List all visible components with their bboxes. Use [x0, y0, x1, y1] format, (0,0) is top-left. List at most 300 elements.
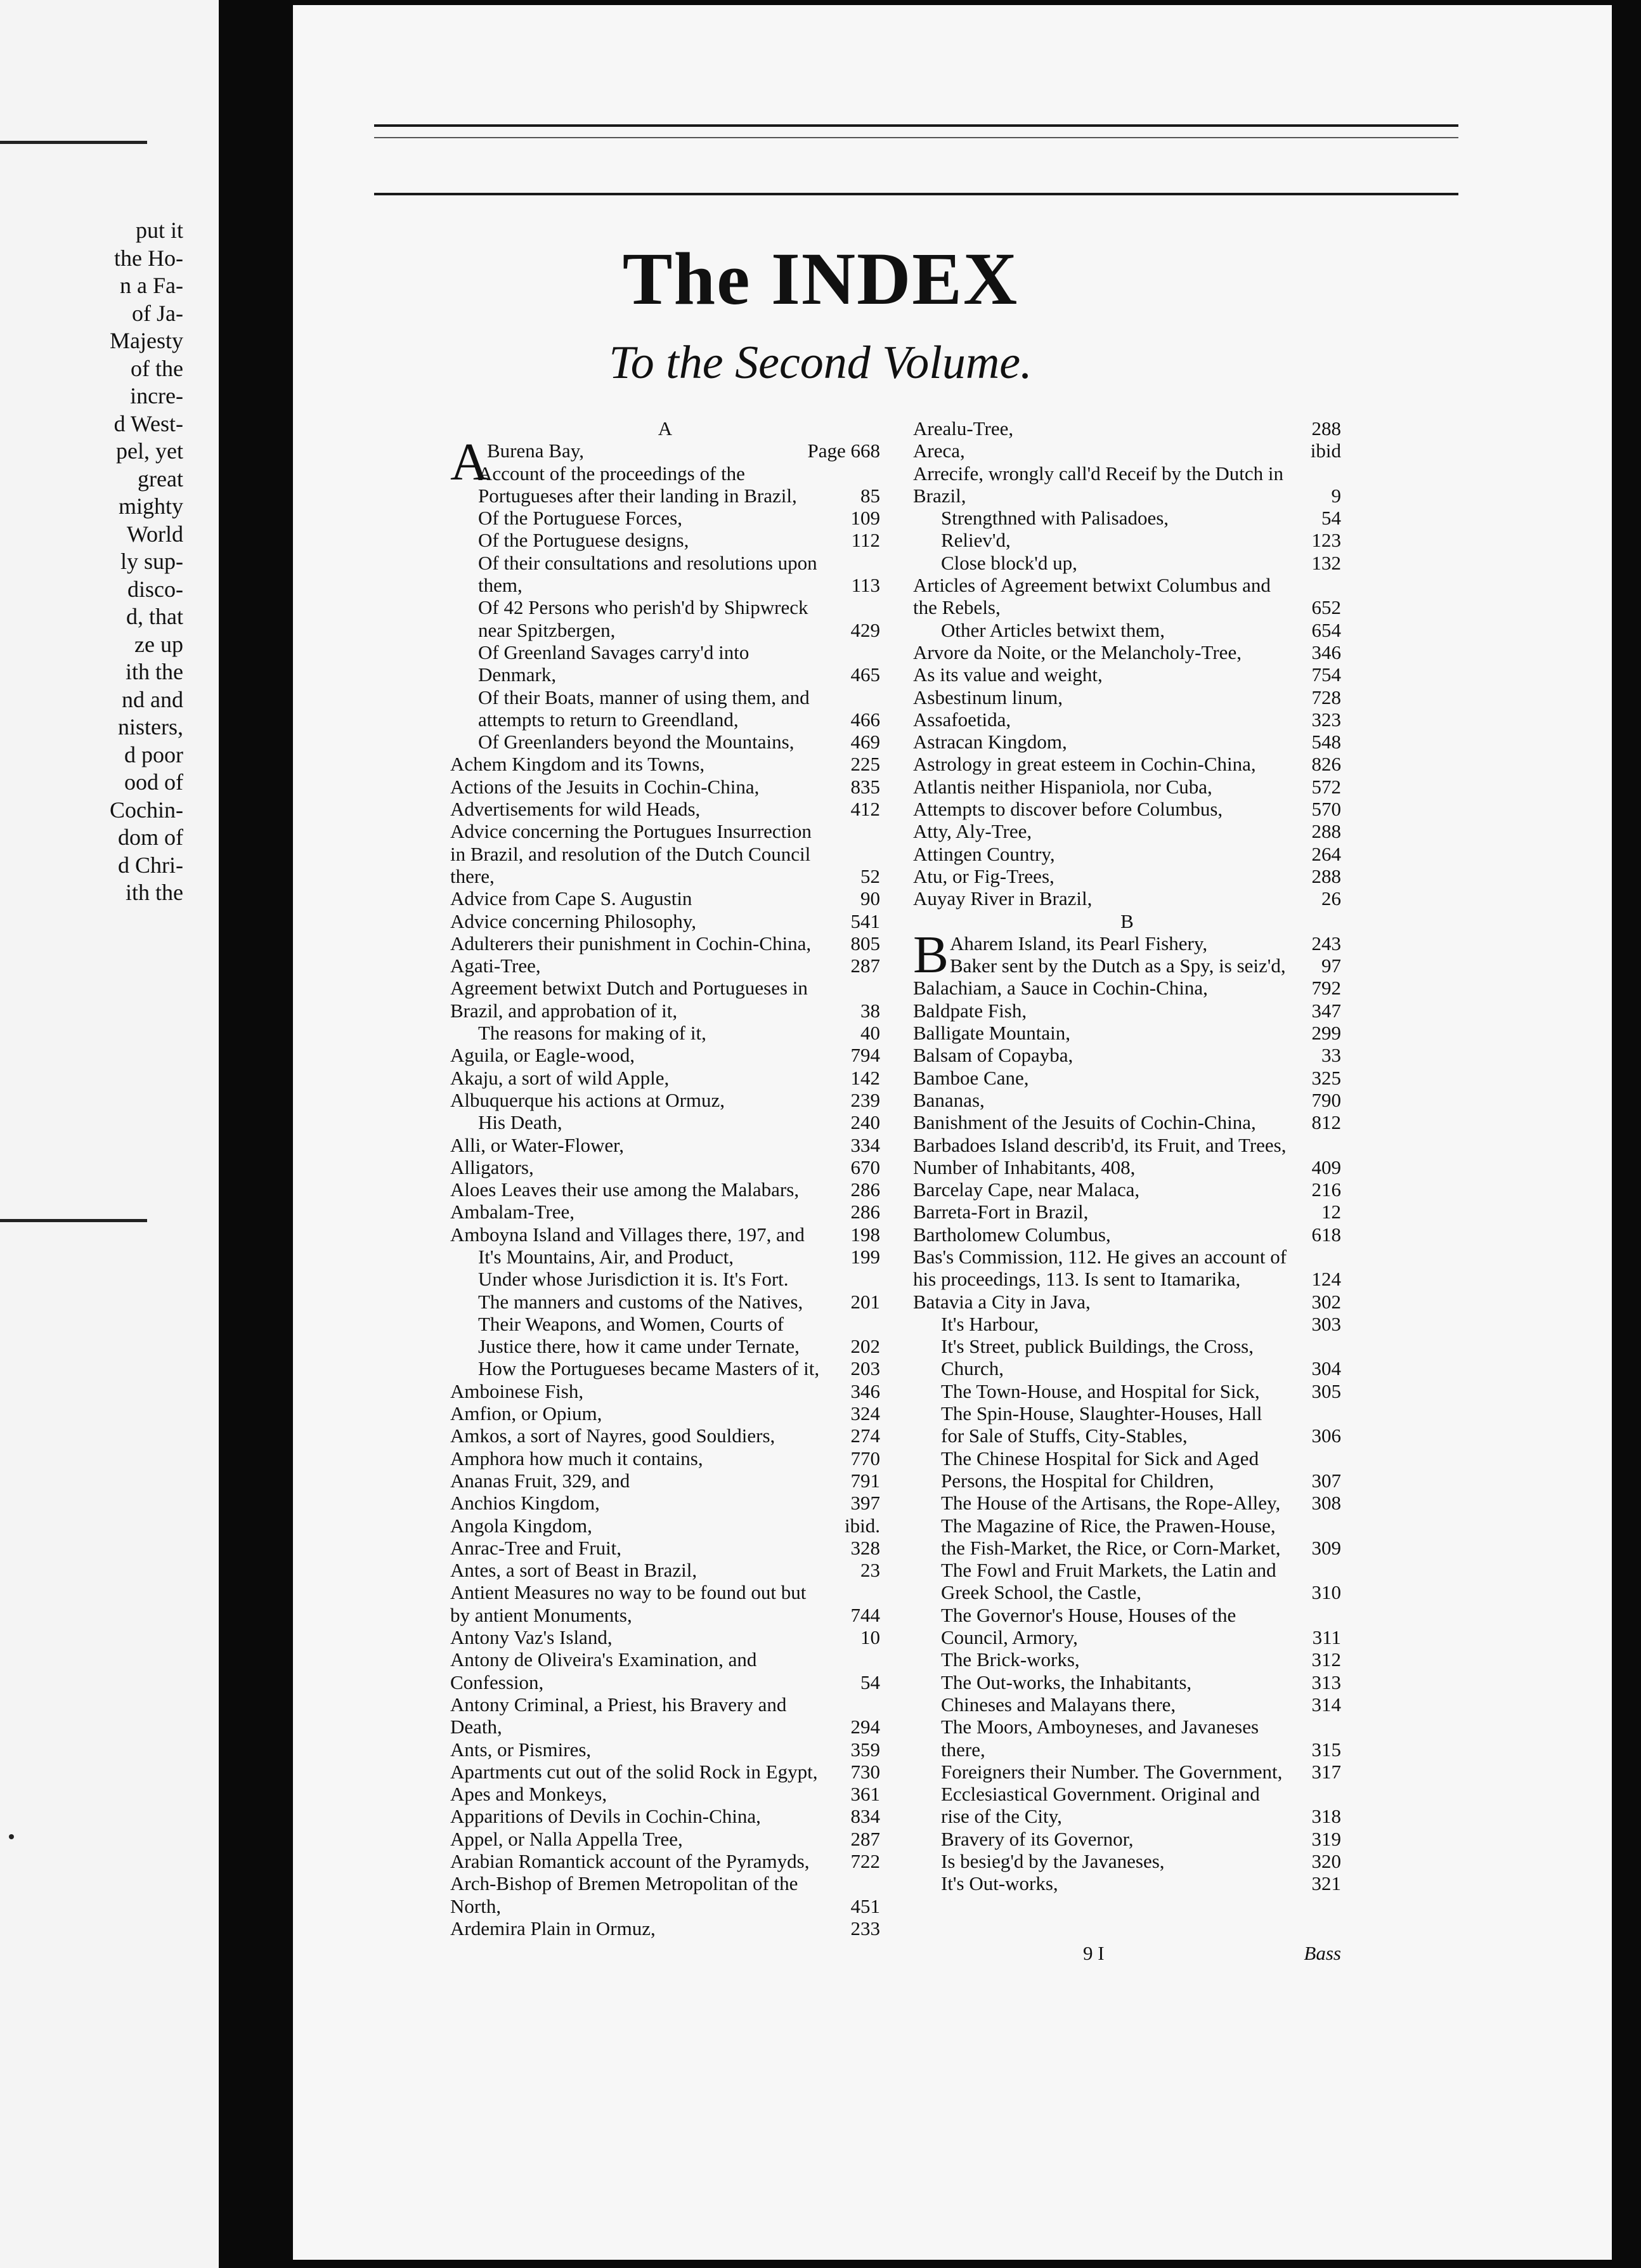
- entry-text: Of the Portuguese designs,: [478, 529, 689, 552]
- entry-text: Bravery of its Governor,: [941, 1827, 1134, 1850]
- entry-text: Advice concerning the Portugues Insurrection in Brazil, and resolution of the Dutch Council there,: [450, 820, 812, 887]
- index-entry: [450, 1738, 880, 1761]
- entry-page-number: 307: [1311, 1469, 1341, 1492]
- entry-page-number: 240: [850, 1111, 880, 1134]
- entry-page-number: 315: [1311, 1738, 1341, 1761]
- entry-text: Is besieg'd by the Javaneses,: [941, 1850, 1165, 1872]
- facing-page-line: ith the: [126, 880, 183, 905]
- drop-cap: B: [913, 925, 949, 984]
- entry-page-number: 203: [850, 1357, 880, 1380]
- facing-page-line: Cochin-: [110, 797, 183, 823]
- index-entry: [450, 776, 880, 798]
- entry-page-number: 310: [1311, 1581, 1341, 1604]
- entry-text: Chineses and Malayans there,: [941, 1693, 1176, 1716]
- entry-text: Of their consultations and resolutions upon them,: [478, 551, 817, 597]
- index-entry: [913, 708, 1341, 731]
- index-entry: [450, 1424, 880, 1447]
- entry-text: Bananas,: [913, 1088, 985, 1111]
- entry-text: Reliev'd,: [941, 529, 1011, 552]
- entry-page-number: 409: [1311, 1156, 1341, 1178]
- entry-page-number: 23: [860, 1559, 880, 1582]
- entry-page-number: 324: [850, 1402, 880, 1425]
- entry-text: Areca,: [913, 440, 965, 462]
- index-entry: [913, 1492, 1341, 1514]
- entry-text: Apartments cut out of the solid Rock in Egypt,: [450, 1760, 818, 1783]
- entry-page-number: 199: [850, 1245, 880, 1268]
- entry-text: Achem Kingdom and its Towns,: [450, 753, 705, 776]
- entry-text: Advertisements for wild Heads,: [450, 798, 701, 821]
- entry-page-number: 90: [860, 887, 880, 910]
- entry-page-number: 10: [860, 1626, 880, 1649]
- entry-text: The Fowl and Fruit Markets, the Latin and Greek School, the Castle,: [941, 1559, 1276, 1604]
- entry-text: Banishment of the Jesuits of Cochin-China,: [913, 1111, 1256, 1134]
- index-entry: [450, 641, 880, 686]
- entry-text: Balsam of Copayba,: [913, 1044, 1073, 1067]
- entry-text: Amboyna Island and Villages there, 197, and: [450, 1223, 805, 1246]
- entry-page-number: 318: [1311, 1805, 1341, 1828]
- entry-page-number: 201: [850, 1290, 880, 1313]
- index-entry: [450, 932, 880, 955]
- facing-page-line: dom of: [118, 824, 183, 850]
- entry-page-number: 302: [1311, 1290, 1341, 1313]
- entry-text: Of their Boats, manner of using them, and attempts to return to Greendland,: [478, 686, 810, 731]
- entry-text: Ants, or Pismires,: [450, 1738, 592, 1761]
- entry-page-number: 313: [1311, 1671, 1341, 1693]
- entry-text: Barcelay Cape, near Malaca,: [913, 1178, 1140, 1201]
- entry-text: Balachiam, a Sauce in Cochin-China,: [913, 977, 1208, 1000]
- index-entry: [450, 1648, 880, 1693]
- index-entry: [913, 753, 1341, 775]
- facing-page-line: mighty: [118, 493, 183, 519]
- index-entry: [450, 910, 880, 932]
- entry-text: Batavia a City in Java,: [913, 1290, 1091, 1313]
- entry-text: Amfion, or Opium,: [450, 1402, 602, 1425]
- entry-text: The Brick-works,: [941, 1648, 1080, 1671]
- entry-text: The Governor's House, Houses of the Council, Armory,: [941, 1603, 1236, 1649]
- index-entry: [450, 1402, 880, 1424]
- entry-text: Apes and Monkeys,: [450, 1783, 607, 1806]
- entry-page-number: 303: [1311, 1312, 1341, 1335]
- entry-text: The manners and customs of the Natives,: [478, 1290, 803, 1313]
- entry-page-number: 334: [850, 1133, 880, 1156]
- index-entry: [913, 1671, 1341, 1693]
- index-entry: [450, 1313, 880, 1358]
- entry-page-number: 288: [1311, 417, 1341, 440]
- facing-page-line: Majesty: [110, 328, 183, 353]
- entry-text: The Town-House, and Hospital for Sick,: [941, 1379, 1260, 1402]
- entry-text: Account of the proceedings of the Portugueses after their landing in Brazil,: [478, 462, 797, 507]
- header-rule: [374, 124, 1458, 127]
- entry-page-number: 791: [850, 1469, 880, 1492]
- entry-page-number: 216: [1311, 1178, 1341, 1201]
- entry-text: The Out-works, the Inhabitants,: [941, 1671, 1192, 1693]
- entry-text: Astrology in great esteem in Cochin-China,: [913, 753, 1256, 776]
- entry-text: Antony de Oliveira's Examination, and Confession,: [450, 1648, 757, 1693]
- entry-text: Arealu-Tree,: [913, 417, 1014, 440]
- page-title: The INDEX: [622, 237, 1019, 320]
- entry-text: Albuquerque his actions at Ormuz,: [450, 1088, 725, 1111]
- entry-page-number: 54: [860, 1671, 880, 1693]
- entry-text: The reasons for making of it,: [478, 1022, 706, 1045]
- entry-text: The Moors, Amboyneses, and Javaneses there,: [941, 1716, 1259, 1761]
- index-entry: [913, 1246, 1341, 1291]
- entry-page-number: 835: [850, 775, 880, 798]
- index-entry: [913, 1201, 1341, 1223]
- entry-text: Articles of Agreement betwixt Columbus and the Rebels,: [913, 574, 1271, 619]
- index-entry: [450, 1872, 880, 1917]
- index-entry: [450, 1111, 880, 1133]
- entry-page-number: 770: [850, 1447, 880, 1470]
- page-subtitle: To the Second Volume.: [609, 337, 1032, 389]
- section-letter: A: [658, 417, 673, 440]
- facing-page-line: ly sup-: [120, 549, 183, 574]
- entry-page-number: 274: [850, 1424, 880, 1447]
- entry-page-number: 198: [850, 1223, 880, 1246]
- facing-page-line: ze up: [134, 631, 183, 657]
- entry-page-number: 288: [1311, 864, 1341, 887]
- entry-text: It's Mountains, Air, and Product,: [478, 1245, 734, 1268]
- entry-page-number: 202: [850, 1335, 880, 1358]
- index-entry: [913, 1000, 1341, 1022]
- page-mark: [9, 1834, 14, 1839]
- entry-page-number: 294: [850, 1716, 880, 1738]
- index-entry: [913, 843, 1341, 865]
- entry-text: Apparitions of Devils in Cochin-China,: [450, 1805, 761, 1828]
- entry-page-number: 359: [850, 1738, 880, 1761]
- index-entry: [913, 1067, 1341, 1089]
- index-entry: [450, 820, 880, 887]
- entry-text: Antes, a sort of Beast in Brazil,: [450, 1559, 697, 1582]
- index-entry: [450, 507, 880, 529]
- entry-page-number: 239: [850, 1088, 880, 1111]
- facing-page-line: World: [126, 521, 183, 547]
- entry-text: Amkos, a sort of Nayres, good Souldiers,: [450, 1424, 775, 1447]
- entry-text: Attempts to discover before Columbus,: [913, 798, 1223, 821]
- signature-mark: 9 I: [1083, 1942, 1105, 1964]
- index-entry: [450, 1805, 880, 1827]
- page-rule: [0, 141, 147, 144]
- entry-text: Aharem Island, its Pearl Fishery,: [950, 932, 1208, 955]
- index-entry: [913, 1850, 1341, 1872]
- facing-page-line: n a Fa-: [120, 273, 183, 298]
- entry-text: Appel, or Nalla Appella Tree,: [450, 1827, 683, 1850]
- entry-page-number: 9: [1331, 484, 1341, 507]
- entry-text: Their Weapons, and Women, Courts of Justice there, how it came under Ternate,: [478, 1312, 800, 1358]
- entry-page-number: 652: [1311, 596, 1341, 619]
- entry-text: The House of the Artisans, the Rope-Alley,: [941, 1492, 1281, 1515]
- entry-text: Ananas Fruit, 329, and: [450, 1469, 630, 1492]
- entry-text: Atlantis neither Hispaniola, nor Cuba,: [913, 775, 1212, 798]
- index-entry: [450, 1223, 880, 1246]
- entry-text: His Death,: [478, 1111, 562, 1134]
- index-entry: [913, 1604, 1341, 1649]
- index-column-left: [450, 417, 880, 1939]
- entry-page-number: 730: [850, 1760, 880, 1783]
- facing-page-line: d poor: [124, 741, 183, 767]
- entry-page-number: ibid.: [845, 1514, 880, 1537]
- entry-text: Other Articles betwixt them,: [941, 618, 1165, 641]
- entry-page-number: 54: [1321, 507, 1341, 530]
- index-entry: [450, 1246, 880, 1268]
- index-entry: [450, 1626, 880, 1648]
- entry-text: Antony Vaz's Island,: [450, 1626, 613, 1649]
- facing-page-line: nisters,: [118, 714, 183, 740]
- entry-page-number: 722: [850, 1850, 880, 1872]
- entry-page-number: 321: [1311, 1872, 1341, 1895]
- index-entry: [913, 686, 1341, 708]
- entry-text: Antony Criminal, a Priest, his Bravery and Death,: [450, 1693, 787, 1738]
- index-entry: [913, 1380, 1341, 1402]
- entry-page-number: 548: [1311, 731, 1341, 753]
- index-entry: [450, 1268, 880, 1290]
- entry-text: Antient Measures no way to be found out but by antient Monuments,: [450, 1581, 807, 1626]
- entry-page-number: 299: [1311, 1022, 1341, 1045]
- index-entry: [450, 1850, 880, 1872]
- entry-page-number: 52: [860, 864, 880, 887]
- facing-page-line: ith the: [126, 659, 183, 684]
- entry-text: Burena Bay,: [487, 440, 584, 462]
- entry-page-number: 286: [850, 1178, 880, 1201]
- entry-page-number: 790: [1311, 1088, 1341, 1111]
- page-rule: [0, 1219, 147, 1222]
- entry-page-number: 320: [1311, 1850, 1341, 1872]
- index-entry: [913, 1648, 1341, 1671]
- entry-text: Akaju, a sort of wild Apple,: [450, 1066, 670, 1089]
- entry-page-number: 618: [1311, 1223, 1341, 1246]
- index-entry: [913, 417, 1341, 440]
- entry-page-number: 264: [1311, 842, 1341, 865]
- header-rule: [374, 137, 1458, 138]
- entry-page-number: 304: [1311, 1357, 1341, 1380]
- entry-text: Aguila, or Eagle-wood,: [450, 1044, 635, 1067]
- entry-page-number: 288: [1311, 820, 1341, 843]
- index-entry: [913, 529, 1341, 551]
- entry-page-number: 123: [1311, 529, 1341, 552]
- index-entry: [450, 686, 880, 731]
- index-entry: [450, 552, 880, 597]
- index-entry: [913, 731, 1341, 753]
- entry-page-number: 794: [850, 1044, 880, 1067]
- entry-page-number: 834: [850, 1805, 880, 1828]
- entry-page-number: 109: [850, 507, 880, 530]
- entry-text: The Chinese Hospital for Sick and Aged Persons, the Hospital for Children,: [941, 1447, 1259, 1492]
- index-entry: [450, 1559, 880, 1581]
- entry-text: Barbadoes Island describ'd, its Fruit, and Trees, Number of Inhabitants, 408,: [913, 1133, 1287, 1178]
- index-entry: [913, 641, 1341, 663]
- index-entry: [913, 887, 1341, 909]
- index-entry: [913, 1828, 1341, 1850]
- entry-text: Attingen Country,: [913, 842, 1055, 865]
- entry-text: It's Street, publick Buildings, the Cross, Church,: [941, 1335, 1254, 1380]
- index-entry: [913, 1716, 1341, 1761]
- entry-text: Of Greenlanders beyond the Mountains,: [478, 731, 795, 753]
- index-entry: [450, 1380, 880, 1402]
- index-entry: [913, 507, 1341, 529]
- index-entry: [913, 1761, 1341, 1783]
- entry-text: Assafoetida,: [913, 708, 1011, 731]
- facing-page-line: of the: [131, 355, 183, 381]
- entry-page-number: 654: [1311, 618, 1341, 641]
- entry-text: Amphora how much it contains,: [450, 1447, 703, 1470]
- entry-page-number: 311: [1312, 1626, 1341, 1649]
- index-entry: [450, 1447, 880, 1470]
- entry-text: Close block'd up,: [941, 551, 1077, 574]
- entry-page-number: 465: [850, 663, 880, 686]
- index-entry: [450, 1156, 880, 1178]
- index-entry: [913, 552, 1341, 574]
- index-entry: [450, 529, 880, 551]
- index-entry: [913, 1044, 1341, 1066]
- entry-text: Arch-Bishop of Bremen Metropolitan of the North,: [450, 1872, 798, 1917]
- entry-page-number: 346: [850, 1379, 880, 1402]
- index-entry: [913, 1335, 1341, 1380]
- entry-page-number: 805: [850, 932, 880, 955]
- index-entry: [913, 440, 1341, 462]
- entry-page-number: 812: [1311, 1111, 1341, 1134]
- entry-text: Under whose Jurisdiction it is. It's Fort.: [478, 1268, 789, 1291]
- index-entry: [450, 462, 880, 507]
- entry-page-number: 412: [850, 798, 880, 821]
- entry-text: Bas's Commission, 112. He gives an account of his proceedings, 113. Is sent to Itamarika,: [913, 1245, 1287, 1291]
- facing-page-line: pel, yet: [116, 438, 183, 464]
- facing-page-line: nd and: [122, 686, 183, 712]
- index-entry: [450, 977, 880, 1022]
- entry-page-number: 361: [850, 1783, 880, 1806]
- facing-page-line: put it: [135, 218, 183, 243]
- index-entry: [913, 798, 1341, 820]
- index-entry: [450, 1134, 880, 1156]
- entry-text: Agreement betwixt Dutch and Portugueses in Brazil, and approbation of it,: [450, 977, 808, 1022]
- index-entry: [450, 1067, 880, 1089]
- entry-text: Arrecife, wrongly call'd Receif by the Dutch in Brazil,: [913, 462, 1284, 507]
- facing-page-line: d, that: [126, 604, 183, 629]
- index-entry: [450, 1178, 880, 1201]
- header-rule: [374, 193, 1458, 195]
- entry-text: Ambalam-Tree,: [450, 1201, 575, 1223]
- index-entry: [913, 1447, 1341, 1492]
- index-entry: [450, 1357, 880, 1379]
- index-entry: [913, 820, 1341, 842]
- index-entry: [450, 596, 880, 641]
- entry-page-number: 142: [850, 1066, 880, 1089]
- entry-page-number: 541: [850, 909, 880, 932]
- entry-page-number: 305: [1311, 1379, 1341, 1402]
- entry-text: Barreta-Fort in Brazil,: [913, 1201, 1089, 1223]
- entry-page-number: 312: [1311, 1648, 1341, 1671]
- index-entry: [450, 1089, 880, 1111]
- entry-text: Advice from Cape S. Augustin: [450, 887, 692, 910]
- entry-page-number: 306: [1311, 1424, 1341, 1447]
- entry-text: Anchios Kingdom,: [450, 1492, 600, 1515]
- index-entry: [450, 1761, 880, 1783]
- entry-text: Bamboe Cane,: [913, 1066, 1029, 1089]
- index-entry: [450, 1537, 880, 1559]
- entry-page-number: 572: [1311, 775, 1341, 798]
- entry-page-number: 12: [1321, 1201, 1341, 1223]
- entry-text: Foreigners their Number. The Government,: [941, 1760, 1283, 1783]
- entry-page-number: 826: [1311, 753, 1341, 776]
- index-entry: [913, 955, 1341, 977]
- index-entry: [450, 1581, 880, 1626]
- entry-text: Anrac-Tree and Fruit,: [450, 1536, 622, 1559]
- entry-page-number: 744: [850, 1603, 880, 1626]
- index-entry: [450, 731, 880, 753]
- facing-page-line: d Chri-: [118, 852, 183, 878]
- entry-page-number: 792: [1311, 977, 1341, 1000]
- entry-page-number: 308: [1311, 1492, 1341, 1515]
- entry-text: Of 42 Persons who perish'd by Shipwreck near Spitzbergen,: [478, 596, 808, 641]
- index-entry: [913, 1515, 1341, 1560]
- index-entry: [913, 1178, 1341, 1201]
- index-entry: [913, 663, 1341, 686]
- facing-page-line: d West-: [114, 410, 183, 436]
- entry-page-number: 38: [860, 999, 880, 1022]
- entry-page-number: 124: [1311, 1268, 1341, 1291]
- index-entry: [913, 1223, 1341, 1246]
- section-letter: B: [1120, 909, 1134, 932]
- entry-page-number: 328: [850, 1536, 880, 1559]
- entry-page-number: 728: [1311, 686, 1341, 708]
- index-entry: [913, 1783, 1341, 1828]
- index-entry: [913, 1111, 1341, 1133]
- facing-page-line: the Ho-: [114, 245, 183, 271]
- index-entry: [450, 753, 880, 775]
- entry-page-number: 85: [860, 484, 880, 507]
- index-entry: [450, 1693, 880, 1738]
- index-entry: [913, 1313, 1341, 1335]
- index-entry: [913, 977, 1341, 999]
- facing-page-line: ood of: [124, 769, 183, 795]
- entry-page-number: 33: [1321, 1044, 1341, 1067]
- index-entry: [450, 1470, 880, 1492]
- entry-text: Adulterers their punishment in Cochin-China,: [450, 932, 812, 955]
- entry-page-number: 113: [851, 574, 880, 597]
- entry-page-number: ibid: [1310, 440, 1341, 462]
- index-entry: [913, 574, 1341, 619]
- entry-text: Actions of the Jesuits in Cochin-China,: [450, 775, 760, 798]
- entry-page-number: 754: [1311, 663, 1341, 686]
- entry-text: Agati-Tree,: [450, 955, 541, 977]
- index-entry: [913, 1402, 1341, 1447]
- entry-text: Alligators,: [450, 1156, 534, 1178]
- entry-text: Strengthned with Palisadoes,: [941, 507, 1169, 530]
- entry-page-number: 469: [850, 731, 880, 753]
- entry-text: Baldpate Fish,: [913, 999, 1027, 1022]
- entry-text: As its value and weight,: [913, 663, 1103, 686]
- entry-page-number: 40: [860, 1022, 880, 1045]
- entry-text: Baker sent by the Dutch as a Spy, is seiz'd,: [950, 955, 1286, 977]
- catchword: Bass: [1304, 1942, 1341, 1964]
- entry-text: Angola Kingdom,: [450, 1514, 592, 1537]
- entry-page-number: 309: [1311, 1536, 1341, 1559]
- entry-text: Of Greenland Savages carry'd into Denmark,: [478, 641, 749, 686]
- index-entry: [450, 1201, 880, 1223]
- index-entry: [913, 619, 1341, 641]
- index-entry: [913, 776, 1341, 798]
- entry-text: Advice concerning Philosophy,: [450, 909, 696, 932]
- index-entry: [913, 1693, 1341, 1716]
- entry-text: Aloes Leaves their use among the Malabars,: [450, 1178, 800, 1201]
- entry-text: Arvore da Noite, or the Melancholy-Tree,: [913, 641, 1242, 663]
- entry-text: Auyay River in Brazil,: [913, 887, 1093, 910]
- entry-page-number: 325: [1311, 1066, 1341, 1089]
- index-entry: [450, 1783, 880, 1805]
- facing-page-line: disco-: [127, 576, 183, 602]
- entry-text: How the Portugueses became Masters of it,: [478, 1357, 820, 1380]
- entry-page-number: 233: [850, 1917, 880, 1939]
- entry-page-number: 319: [1311, 1827, 1341, 1850]
- index-entry: [913, 1559, 1341, 1604]
